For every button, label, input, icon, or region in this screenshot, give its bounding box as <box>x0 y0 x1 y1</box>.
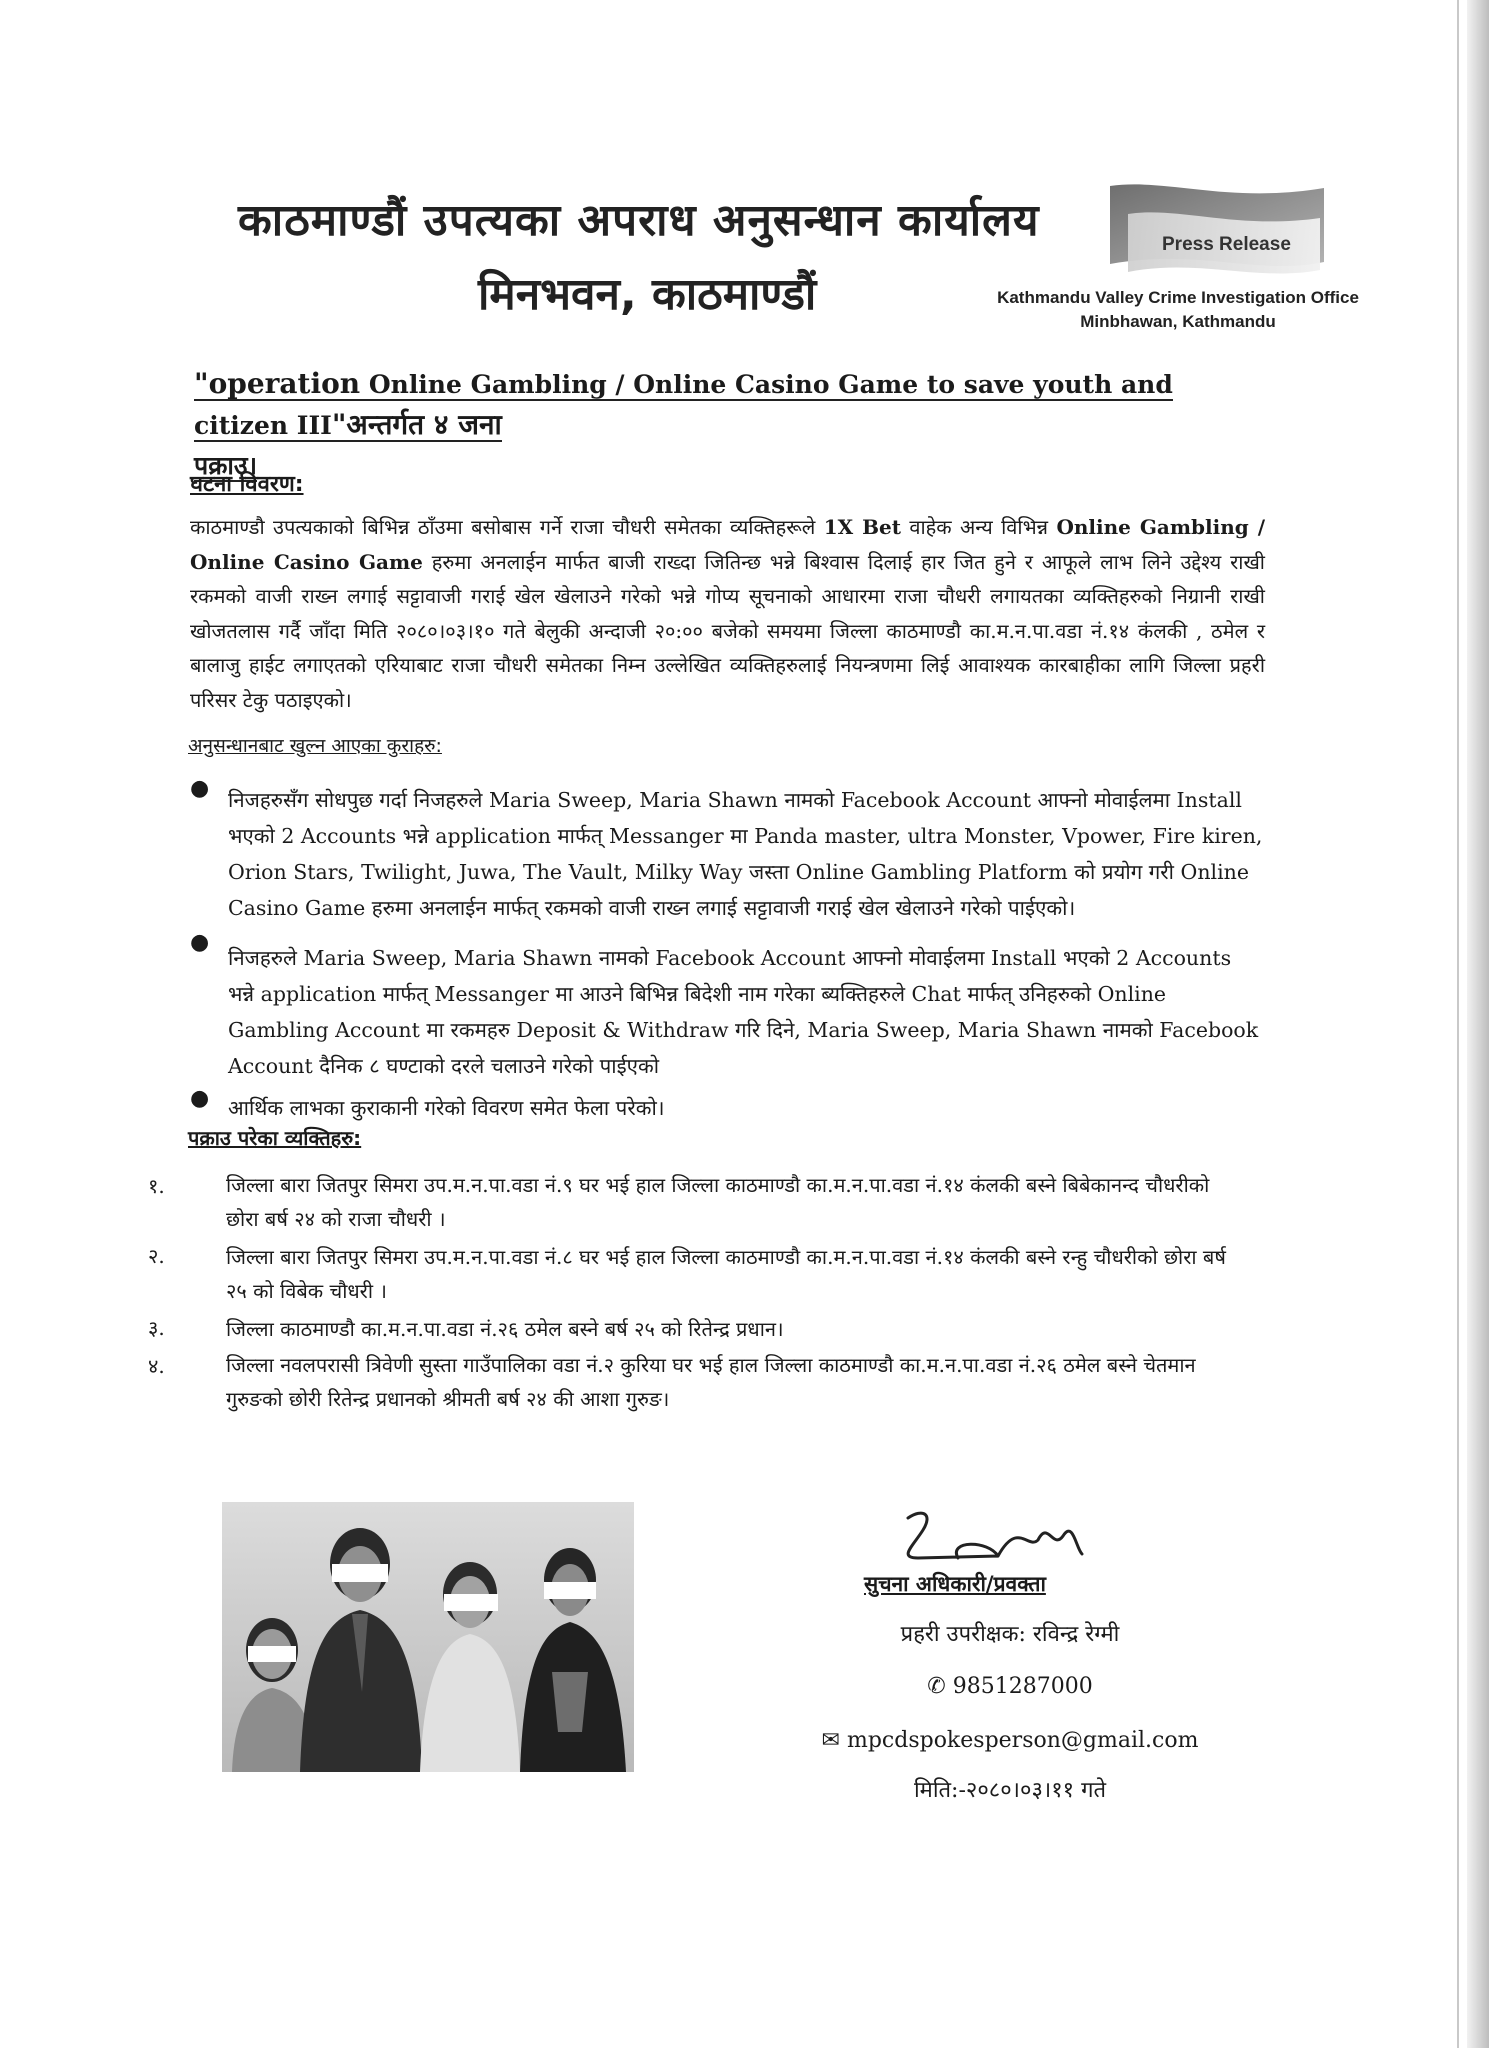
arrested-person-2: जिल्ला बारा जितपुर सिमरा उप.म.न.पा.वडा नं.८ घर भई हाल जिल्ला काठमाण्डौ का.म.न.पा.वडा नं.१४ कंलकी बस्ने रन्हु चौधरीको छोरा बर्ष २५ को विबेक चौधरी । <box>226 1245 1226 1303</box>
arrested-number-4: ४. <box>148 1354 165 1378</box>
spokesperson-phone-row <box>790 1674 1230 1699</box>
finding-item-1: निजहरुसँग सोधपुछ गर्दा निजहरुले Maria Sweep, Maria Shawn नामको Facebook Account आफ्नो मोवाईलमा Install भएको 2 Accounts भन्ने application मार्फत् Messanger मा Panda master, ultra Monster, Vpower, Fire kiren, Orion Stars, Twilight, Juwa, The Vault, Milky Way जस्ता Online Gambling Platform को प्रयोग गरी Online Casino Game हरुमा अनलाईन मार्फत् रकमको वाजी राख्न लगाई सट्टावाजी गराई खेल खेलाउने गरेको पाईएको। <box>228 788 1263 920</box>
incident-text-3: वाहेक अन्य विभिन्न <box>900 515 1057 539</box>
incident-text-4: Online Gambling / Online Casino Game <box>190 515 1266 574</box>
incident-heading: घटना विवरण: <box>190 472 304 497</box>
incident-text-5: हरुमा अनलाईन मार्फत बाजी राख्दा जितिन्छ भन्ने बिश्वास दिलाई हार जित हुने र आफूले लाभ लिने उद्देश्य राखी रकमको वाजी राख्न लगाई सट्टावाजी गराई खेल खेलाउने गरेको भन्ने गोप्य सूचनाको आधारमा राजा चौधरी लगायतका व्यक्तिहरुको निग्रानी राखी खोजतलास गर्दै जाँदा मिति २०८०।०३।१० गते बेलुकी अन्दाजी २०:०० बजेको समयमा जिल्ला काठमाण्डौ का.म.न.पा.वडा नं.१४ कंलकी , ठमेल र बालाजु हाईट लगाएतको एरियाबाट राजा चौधरी समेतका निम्न उल्लेखित व्यक्तिहरुलाई नियन्त्रणमा लिई आवाश्यक कारबाहीका लागि जिल्ला प्रहरी परिसर टेकु पठाइएको। <box>190 549 1265 712</box>
office-location-nepali: मिनभवन, काठमाण्डौं <box>478 269 817 320</box>
office-english <box>978 286 1378 334</box>
arrested-number-3: ३. <box>148 1316 165 1340</box>
office-title-nepali: काठमाण्डौं उपत्यका अपराध अनुसन्धान कार्यालय <box>238 195 1040 246</box>
bullet-dot: ● <box>190 930 210 955</box>
spokesperson-title: सुचना अधिकारी/प्रवक्ता <box>864 1572 1046 1596</box>
office-location-english: Minbhawan, Kathmandu <box>1080 312 1276 331</box>
headline-part2: Online Gambling / Online Casino Game to save youth and citizen III <box>194 370 1173 440</box>
mail-icon: ✉ <box>821 1728 840 1753</box>
arrested-person-4: जिल्ला नवलपरासी त्रिवेणी सुस्ता गाउँपालिका वडा नं.२ कुरिया घर भई हाल जिल्ला काठमाण्डौ का.म.न.पा.वडा नं.२६ ठमेल बस्ने चेतमान गुरुङको छोरी रितेन्द्र प्रधानको श्रीमती बर्ष २४ की आशा गुरुङ। <box>226 1353 1196 1411</box>
incident-paragraph <box>190 510 1265 717</box>
spokesperson-name: प्रहरी उपरीक्षक: रविन्द्र रेग्मी <box>900 1622 1120 1647</box>
headline-part4: पक्राउ। <box>194 451 258 480</box>
headline <box>194 364 1274 486</box>
arrested-number-2: २. <box>148 1244 165 1268</box>
office-name-english: Kathmandu Valley Crime Investigation Office <box>997 288 1359 307</box>
press-release-badge <box>1108 178 1328 278</box>
arrested-number-1: १. <box>148 1174 165 1198</box>
spokesperson-email-row <box>790 1728 1230 1753</box>
press-release-label: Press Release <box>1162 234 1291 255</box>
release-date: मिति:-२०८०।०३।११ गते <box>913 1778 1107 1803</box>
phone-icon: ✆ <box>927 1674 946 1699</box>
scan-edge-line <box>1457 0 1459 2048</box>
arrested-person-3: जिल्ला काठमाण्डौ का.म.न.पा.वडा नं.२६ ठमेल बस्ने बर्ष २५ को रितेन्द्र प्रधान। <box>226 1317 784 1341</box>
finding-item-2: निजहरुले Maria Sweep, Maria Shawn नामको Facebook Account आफ्नो मोवाईलमा Install भएको 2 Accounts भन्ने application मार्फत् Messanger मा आउने बिभिन्न बिदेशी नाम गरेका ब्यक्तिहरुले Chat मार्फत् उनिहरुको Online Gambling Account मा रकमहरु Deposit & Withdraw गरि दिने, Maria Sweep, Maria Shawn नामको Facebook Account दैनिक ८ घण्टाको दरले चलाउने गरेको पाईएको <box>228 946 1259 1078</box>
bullet-dot: ● <box>190 776 210 801</box>
arrested-persons-photo <box>222 1502 634 1772</box>
finding-item-3: आर्थिक लाभका कुराकानी गरेको विवरण समेत फेला परेको। <box>228 1096 665 1120</box>
bullet-dot: ● <box>190 1086 210 1111</box>
incident-text-2: 1X Bet <box>823 515 901 539</box>
headline-part3: "अन्तर्गत ४ जना <box>331 408 502 441</box>
arrested-person-1: जिल्ला बारा जितपुर सिमरा उप.म.न.पा.वडा नं.९ घर भई हाल जिल्ला काठमाण्डौ का.म.न.पा.वडा नं.१४ कंलकी बस्ने बिबेकानन्द चौधरीको छोरा बर्ष २४ को राजा चौधरी । <box>226 1173 1210 1231</box>
signature <box>878 1500 1118 1580</box>
incident-text-1: काठमाण्डौ उपत्यकाको बिभिन्न ठाँउमा बसोबास गर्ने राजा चौधरी समेतका व्यक्तिहरूले <box>190 515 824 539</box>
spokesperson-phone: 9851287000 <box>952 1674 1093 1699</box>
findings-heading: अनुसन्धानबाट खुल्न आएका कुराहरु: <box>188 735 442 757</box>
headline-part1: "operation <box>194 367 361 400</box>
scan-edge-shadow <box>1467 0 1489 2048</box>
arrested-heading: पक्राउ परेका व्यक्तिहरु: <box>188 1126 362 1150</box>
spokesperson-email: mpcdspokesperson@gmail.com <box>846 1728 1199 1753</box>
